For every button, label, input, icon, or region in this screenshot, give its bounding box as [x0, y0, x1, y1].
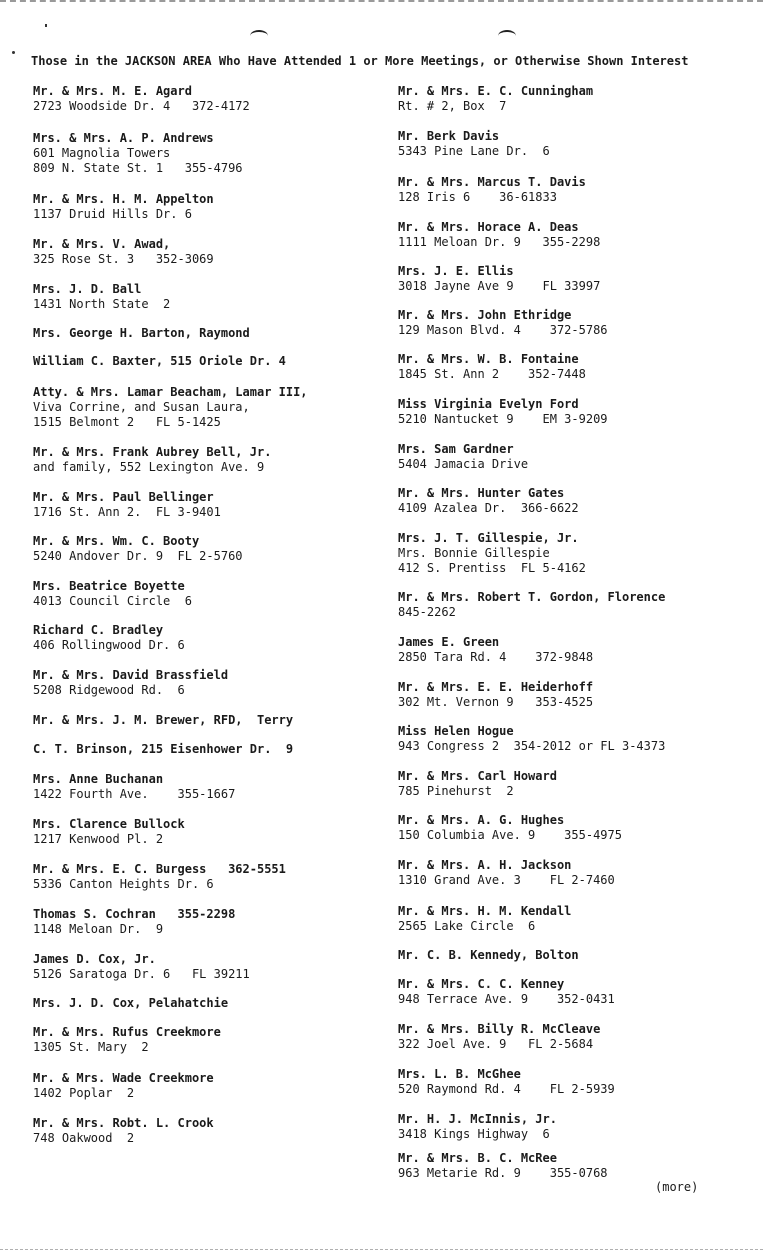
entry-name: Mr. & Mrs. A. H. Jackson — [398, 858, 572, 872]
entry-name: Mr. & Mrs. Marcus T. Davis — [398, 175, 586, 189]
entry-name: Mr. & Mrs. E. E. Heiderhoff — [398, 680, 594, 694]
entry-name: Mr. & Mrs. David Brassfield — [33, 668, 229, 682]
perforation-bottom — [0, 1249, 763, 1253]
entry-name: Mr. & Mrs. Paul Bellinger — [33, 490, 214, 504]
entry-address: 1111 Meloan Dr. 9 355-2298 — [398, 235, 601, 249]
entry-address: 943 Congress 2 354-2012 or FL 3-4373 — [398, 739, 666, 753]
entry-address: 785 Pinehurst 2 — [398, 784, 514, 798]
entry-address: 3018 Jayne Ave 9 FL 33997 — [398, 279, 601, 293]
directory-entry — [398, 442, 528, 472]
entry-name: Mr. & Mrs. J. M. Brewer, RFD, Terry — [33, 713, 294, 727]
entry-name: Mr. & Mrs. M. E. Agard — [33, 84, 192, 98]
entry-name: William C. Baxter, 515 Oriole Dr. 4 — [33, 354, 286, 368]
directory-entry — [33, 84, 250, 114]
entry-name: Mrs. L. B. McGhee — [398, 1067, 521, 1081]
entry-name: Mrs. Anne Buchanan — [33, 772, 164, 786]
entry-name: Mr. & Mrs. Horace A. Deas — [398, 220, 579, 234]
entry-name: Mr. & Mrs. E. C. Burgess 362-5551 — [33, 862, 286, 876]
directory-entry — [33, 385, 308, 430]
entry-address: 129 Mason Blvd. 4 372-5786 — [398, 323, 608, 337]
directory-entry — [33, 354, 286, 369]
entry-name: Mr. & Mrs. Rufus Creekmore — [33, 1025, 221, 1039]
entry-address: 1515 Belmont 2 FL 5-1425 — [33, 415, 221, 429]
entry-address: 809 N. State St. 1 355-4796 — [33, 161, 243, 175]
directory-entry — [33, 282, 170, 312]
entry-address: 4109 Azalea Dr. 366-6622 — [398, 501, 579, 515]
directory-entry — [398, 590, 665, 620]
entry-address: 1148 Meloan Dr. 9 — [33, 922, 164, 936]
directory-entry — [33, 490, 221, 520]
entry-address: 4013 Council Circle 6 — [33, 594, 192, 608]
entry-address: 5126 Saratoga Dr. 6 FL 39211 — [33, 967, 250, 981]
directory-entry — [398, 904, 571, 934]
directory-entry — [33, 772, 235, 802]
entry-name: Mr. H. J. McInnis, Jr. — [398, 1112, 557, 1126]
entry-name: Miss Virginia Evelyn Ford — [398, 397, 579, 411]
directory-entry — [398, 948, 579, 963]
entry-name: Mrs. Sam Gardner — [398, 442, 514, 456]
entry-address: Mrs. Bonnie Gillespie — [398, 546, 550, 560]
directory-entry — [398, 175, 586, 205]
entry-address: 845-2262 — [398, 605, 456, 619]
directory-entry — [398, 486, 579, 516]
entry-address: 2565 Lake Circle 6 — [398, 919, 536, 933]
entry-address: 2850 Tara Rd. 4 372-9848 — [398, 650, 594, 664]
entry-name: Mr. & Mrs. Billy R. McCleave — [398, 1022, 601, 1036]
directory-entry — [398, 724, 665, 754]
entry-address: 1845 St. Ann 2 352-7448 — [398, 367, 586, 381]
entry-address: and family, 552 Lexington Ave. 9 — [33, 460, 265, 474]
entry-name: Mr. & Mrs. B. C. McRee — [398, 1151, 557, 1165]
directory-entry — [33, 742, 293, 757]
directory-entry — [33, 192, 214, 222]
directory-entry — [33, 817, 185, 847]
punch-mark-right — [498, 30, 516, 42]
directory-entry — [33, 131, 243, 176]
entry-name: Mrs. Clarence Bullock — [33, 817, 185, 831]
entry-name: Mr. & Mrs. H. M. Appelton — [33, 192, 214, 206]
entry-address: 150 Columbia Ave. 9 355-4975 — [398, 828, 622, 842]
entry-address: 5404 Jamacia Drive — [398, 457, 529, 471]
directory-entry — [398, 1067, 615, 1097]
entry-name: Mrs. George H. Barton, Raymond — [33, 326, 250, 340]
entry-address: 948 Terrace Ave. 9 352-0431 — [398, 992, 615, 1006]
entry-address: 1310 Grand Ave. 3 FL 2-7460 — [398, 873, 615, 887]
entry-name: Mr. & Mrs. Carl Howard — [398, 769, 557, 783]
directory-entry — [398, 858, 615, 888]
entry-address: 5210 Nantucket 9 EM 3-9209 — [398, 412, 608, 426]
entry-name: Mrs. J. D. Cox, Pelahatchie — [33, 996, 229, 1010]
entry-address: 5240 Andover Dr. 9 FL 2-5760 — [33, 549, 243, 563]
entry-address: 963 Metarie Rd. 9 355-0768 — [398, 1166, 608, 1180]
entry-name: Mr. & Mrs. Wm. C. Booty — [33, 534, 200, 548]
entry-address: 1716 St. Ann 2. FL 3-9401 — [33, 505, 221, 519]
entry-address: 406 Rollingwood Dr. 6 — [33, 638, 185, 652]
entry-name: Mr. & Mrs. Wade Creekmore — [33, 1071, 214, 1085]
entry-address: 5336 Canton Heights Dr. 6 — [33, 877, 214, 891]
entry-address: 748 Oakwood 2 — [33, 1131, 135, 1145]
directory-entry — [33, 1116, 214, 1146]
entry-address: Rt. # 2, Box 7 — [398, 99, 507, 113]
entry-name: Mr. & Mrs. A. G. Hughes — [398, 813, 565, 827]
entry-address: 325 Rose St. 3 352-3069 — [33, 252, 214, 266]
entry-name: Mr. & Mrs. Hunter Gates — [398, 486, 565, 500]
entry-name: Mr. & Mrs. Frank Aubrey Bell, Jr. — [33, 445, 272, 459]
entry-address: 1431 North State 2 — [33, 297, 171, 311]
entry-address: Viva Corrine, and Susan Laura, — [33, 400, 250, 414]
directory-entry — [33, 1025, 221, 1055]
directory-entry — [398, 977, 615, 1007]
entry-name: Mrs. J. D. Ball — [33, 282, 142, 296]
directory-entry — [398, 129, 550, 159]
directory-entry — [33, 534, 243, 564]
directory-entry — [398, 1022, 600, 1052]
entry-name: James D. Cox, Jr. — [33, 952, 156, 966]
entry-name: Mr. & Mrs. Robt. L. Crook — [33, 1116, 214, 1130]
entry-address: 322 Joel Ave. 9 FL 2-5684 — [398, 1037, 594, 1051]
directory-entry — [398, 84, 593, 114]
entry-address: 1217 Kenwood Pl. 2 — [33, 832, 164, 846]
entry-address: 1402 Poplar 2 — [33, 1086, 135, 1100]
directory-entry — [398, 813, 622, 843]
punch-mark-left — [250, 30, 268, 42]
directory-entry — [398, 352, 586, 382]
entry-name: Mr. & Mrs. W. B. Fontaine — [398, 352, 579, 366]
directory-entry — [33, 237, 214, 267]
directory-entry — [33, 996, 228, 1011]
entry-name: Mrs. J. T. Gillespie, Jr. — [398, 531, 579, 545]
entry-name: Mr. & Mrs. John Ethridge — [398, 308, 572, 322]
entry-address: 5343 Pine Lane Dr. 6 — [398, 144, 550, 158]
speck-mark — [12, 51, 15, 54]
entry-address: 412 S. Prentiss FL 5-4162 — [398, 561, 586, 575]
directory-entry — [398, 769, 557, 799]
directory-entry — [33, 713, 293, 728]
entry-name: Mr. Berk Davis — [398, 129, 500, 143]
directory-entry — [33, 862, 286, 892]
entry-address: 1137 Druid Hills Dr. 6 — [33, 207, 192, 221]
entry-address: 1422 Fourth Ave. 355-1667 — [33, 787, 236, 801]
entry-address: 5208 Ridgewood Rd. 6 — [33, 683, 185, 697]
entry-name: Thomas S. Cochran 355-2298 — [33, 907, 236, 921]
directory-entry — [33, 668, 228, 698]
directory-entry — [33, 623, 185, 653]
entry-name: Mr. & Mrs. H. M. Kendall — [398, 904, 572, 918]
entry-address: 2723 Woodside Dr. 4 372-4172 — [33, 99, 250, 113]
entry-address: 1305 St. Mary 2 — [33, 1040, 149, 1054]
entry-address: 3418 Kings Highway 6 — [398, 1127, 550, 1141]
entry-name: Richard C. Bradley — [33, 623, 164, 637]
perforation-top — [0, 0, 763, 5]
directory-entry — [398, 680, 593, 710]
directory-entry — [33, 907, 235, 937]
entry-name: Atty. & Mrs. Lamar Beacham, Lamar III, — [33, 385, 308, 399]
directory-entry — [398, 531, 586, 576]
directory-entry — [33, 579, 192, 609]
directory-entry — [33, 445, 271, 475]
entry-address: 128 Iris 6 36-61833 — [398, 190, 557, 204]
entry-name: C. T. Brinson, 215 Eisenhower Dr. 9 — [33, 742, 294, 756]
entry-name: Mr. & Mrs. E. C. Cunningham — [398, 84, 594, 98]
speck-mark — [45, 24, 47, 27]
directory-entry — [398, 308, 608, 338]
entry-name: Mrs. & Mrs. A. P. Andrews — [33, 131, 214, 145]
entry-name: Miss Helen Hogue — [398, 724, 514, 738]
entry-name: James E. Green — [398, 635, 500, 649]
directory-entry — [33, 326, 250, 341]
entry-address: 302 Mt. Vernon 9 353-4525 — [398, 695, 594, 709]
entry-name: Mr. & Mrs. Robert T. Gordon, Florence — [398, 590, 666, 604]
entry-name: Mr. C. B. Kennedy, Bolton — [398, 948, 579, 962]
page-heading: Those in the JACKSON AREA Who Have Attended 1 or More Meetings, or Otherwise Shown Interest — [31, 54, 689, 68]
entry-name: Mrs. Beatrice Boyette — [33, 579, 185, 593]
directory-entry — [33, 1071, 214, 1101]
entry-address: 601 Magnolia Towers — [33, 146, 171, 160]
entry-address: 520 Raymond Rd. 4 FL 2-5939 — [398, 1082, 615, 1096]
directory-entry — [398, 635, 593, 665]
directory-entry — [398, 1112, 557, 1142]
directory-entry — [33, 952, 250, 982]
directory-entry — [398, 1151, 608, 1181]
directory-entry — [398, 397, 608, 427]
directory-entry — [398, 220, 600, 250]
entry-name: Mrs. J. E. Ellis — [398, 264, 514, 278]
more-indicator: (more) — [655, 1180, 699, 1194]
entry-name: Mr. & Mrs. C. C. Kenney — [398, 977, 565, 991]
directory-entry — [398, 264, 600, 294]
entry-name: Mr. & Mrs. V. Awad, — [33, 237, 171, 251]
